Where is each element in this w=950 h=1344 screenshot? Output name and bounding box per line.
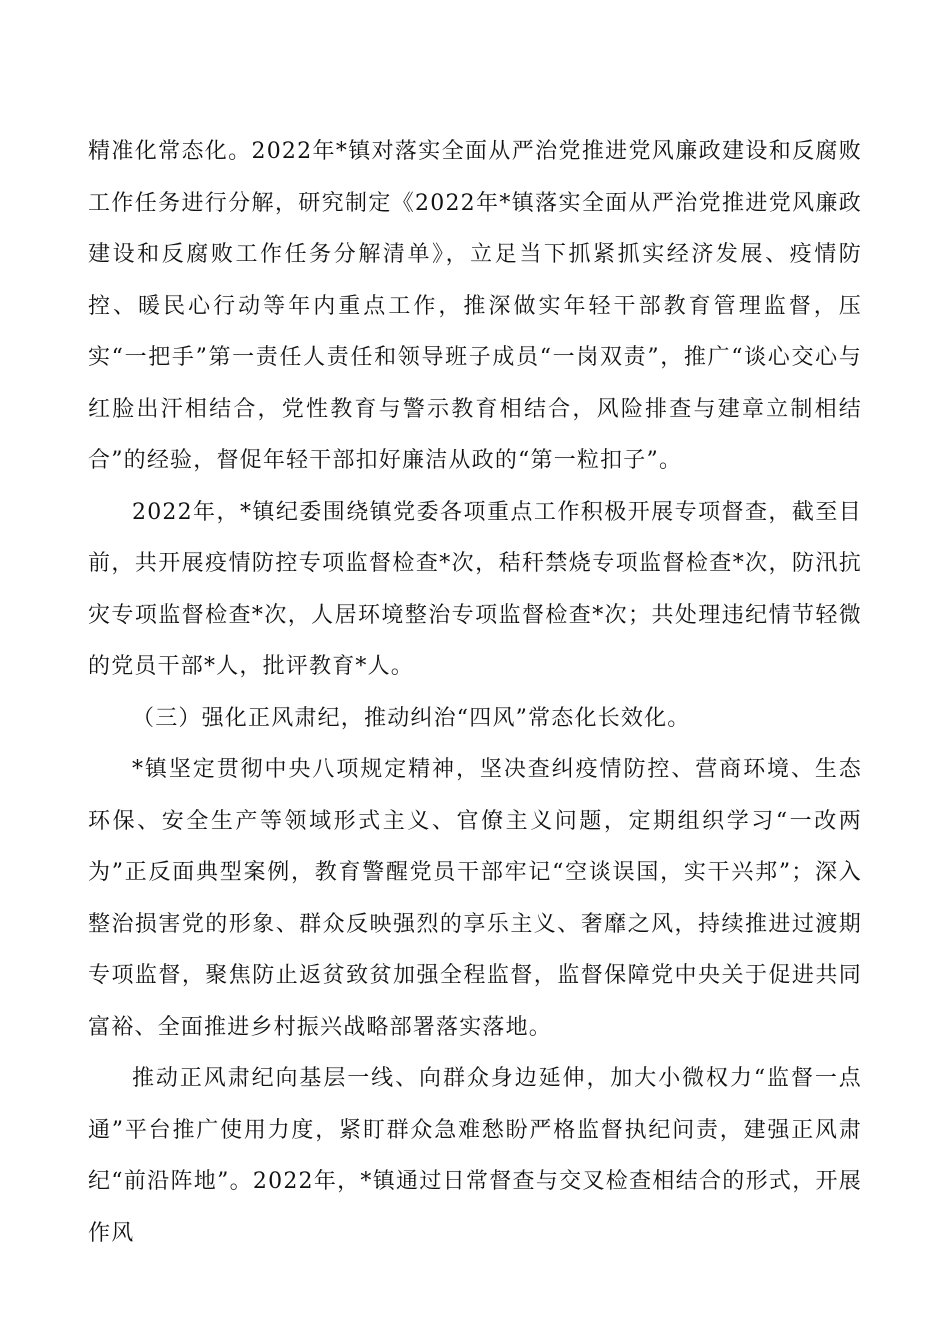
paragraph-supervision-stats: 2022年，*镇纪委围绕镇党委各项重点工作积极开展专项督查，截至目前，共开展疫情防控专项监督检查*次，秸秆禁烧专项监督检查*次，防汛抗灾专项监督检查*次，人居环境整治专项监督检查*次；共处理违纪情节轻微的党员干部*人，批评教育*人。 <box>88 499 862 679</box>
document-body <box>88 126 862 1259</box>
section-heading-three: （三）强化正风肃纪，推动纠治“四风”常态化长效化。 <box>132 705 691 731</box>
paragraph-eight-regulations: *镇坚定贯彻中央八项规定精神，坚决查纠疫情防控、营商环境、生态环保、安全生产等领域形式主义、官僚主义问题，定期组织学习“一改两为”正反面典型案例，教育警醒党员干部牢记“空谈误国，实干兴邦”；深入整治损害党的形象、群众反映强烈的享乐主义、奢靡之风，持续推进过渡期专项监督，聚焦防止返贫致贫加强全程监督，监督保障党中央关于促进共同富裕、全面推进乡村振兴战略部署落实落地。 <box>88 757 862 1040</box>
paragraph-intro: 精准化常态化。2022年*镇对落实全面从严治党推进党风廉政建设和反腐败工作任务进行分解，研究制定《2022年*镇落实全面从严治党推进党风廉政建设和反腐败工作任务分解清单》，立足当下抓紧抓实经济发展、疫情防控、暖民心行动等年内重点工作，推深做实年轻干部教育管理监督，压实“一把手”第一责任人责任和领导班子成员“一岗双责”，推广“谈心交心与红脸出汗相结合，党性教育与警示教育相结合，风险排查与建章立制相结合”的经验，督促年轻干部扣好廉洁从政的“第一粒扣子”。 <box>88 139 862 473</box>
paragraph-grassroots-extension: 推动正风肃纪向基层一线、向群众身边延伸，加大小微权力“监督一点通”平台推广使用力度，紧盯群众急难愁盼严格监督执纪问责，建强正风肃纪“前沿阵地”。2022年，*镇通过日常督查与交叉检查相结合的形式，开展作风 <box>88 1066 862 1246</box>
